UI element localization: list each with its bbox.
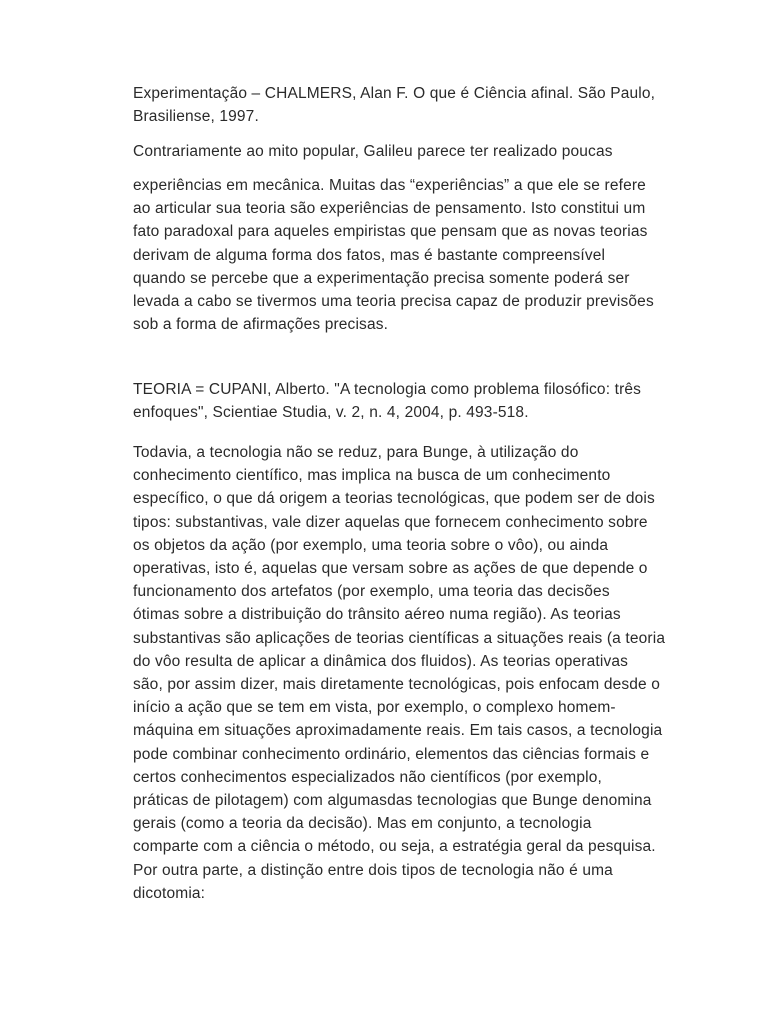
paragraph-line: fato paradoxal para aqueles empiristas que pensam que as novas teorias bbox=[133, 223, 648, 241]
paragraph-line: derivam de alguma forma dos fatos, mas é bastante compreensível bbox=[133, 246, 606, 264]
paragraph-tecnologia bbox=[133, 441, 666, 905]
paragraph-galileu bbox=[133, 174, 653, 336]
citation-line: Experimentação – CHALMERS, Alan F. O que é Ciência afinal. São Paulo, bbox=[133, 85, 656, 102]
paragraph-line: são, por assim dizer, mais diretamente tecnológicas, pois enfocam desde o bbox=[133, 676, 661, 694]
paragraph-line: sob a forma de afirmações precisas. bbox=[133, 316, 389, 334]
paragraph-line: Todavia, a tecnologia não se reduz, para Bunge, à utilização do bbox=[133, 444, 579, 461]
paragraph-line: comparte com a ciência o método, ou seja, a estratégia geral da pesquisa. bbox=[133, 838, 656, 856]
paragraph-intro bbox=[133, 140, 653, 163]
paragraph-line: do vôo resulta de aplicar a dinâmica dos fluidos). As teorias operativas bbox=[133, 652, 629, 670]
paragraph-line: práticas de pilotagem) com algumasdas tecnologias que Bunge denomina bbox=[133, 792, 652, 810]
paragraph-line: pode combinar conhecimento ordinário, elementos das ciências formais e bbox=[133, 745, 650, 763]
paragraph-line: conhecimento científico, mas implica na busca de um conhecimento bbox=[133, 467, 611, 485]
paragraph-line: Por outra parte, a distinção entre dois tipos de tecnologia não é uma bbox=[133, 861, 613, 879]
paragraph-line: máquina em situações aproximadamente reais. Em tais casos, a tecnologia bbox=[133, 722, 663, 740]
paragraph-line: quando se percebe que a experimentação precisa somente poderá ser bbox=[133, 269, 630, 287]
citation-chalmers bbox=[133, 82, 656, 128]
paragraph-line: tipos: substantivas, vale dizer aquelas que fornecem conhecimento sobre bbox=[133, 513, 648, 531]
paragraph-line: gerais (como a teoria da decisão). Mas em conjunto, a tecnologia bbox=[133, 815, 592, 833]
citation-line: enfoques", Scientiae Studia, v. 2, n. 4, 2004, p. 493-518. bbox=[133, 404, 529, 422]
paragraph-line: funcionamento dos artefatos (por exemplo, uma teoria das decisões bbox=[133, 583, 610, 601]
paragraph-line: início a ação que se tem em vista, por exemplo, o complexo homem- bbox=[133, 699, 616, 717]
paragraph-line: Contrariamente ao mito popular, Galileu parece ter realizado poucas bbox=[133, 143, 613, 160]
paragraph-line: levada a cabo se tivermos uma teoria precisa capaz de produzir previsões bbox=[133, 293, 654, 311]
citation-line: TEORIA = CUPANI, Alberto. "A tecnologia como problema filosófico: três bbox=[133, 381, 642, 398]
paragraph-line: ao articular sua teoria são experiências de pensamento. Isto constitui um bbox=[133, 200, 646, 218]
paragraph-line: substantivas são aplicações de teorias científicas a situações reais (a teoria bbox=[133, 629, 666, 647]
paragraph-line: operativas, isto é, aquelas que versam sobre as ações de que depende o bbox=[133, 560, 648, 578]
paragraph-line: específico, o que dá origem a teorias tecnológicas, que podem ser de dois bbox=[133, 490, 655, 508]
paragraph-line: dicotomia: bbox=[133, 884, 206, 902]
paragraph-line: certos conhecimentos especializados não científicos (por exemplo, bbox=[133, 768, 602, 786]
paragraph-line: ótimas sobre a distribuição do trânsito aéreo numa região). As teorias bbox=[133, 606, 621, 624]
citation-line: Brasiliense, 1997. bbox=[133, 108, 259, 126]
paragraph-line: os objetos da ação (por exemplo, uma teoria sobre o vôo), ou ainda bbox=[133, 536, 609, 554]
paragraph-line: experiências em mecânica. Muitas das “experiências” a que ele se refere bbox=[133, 177, 646, 194]
citation-cupani bbox=[133, 378, 653, 424]
